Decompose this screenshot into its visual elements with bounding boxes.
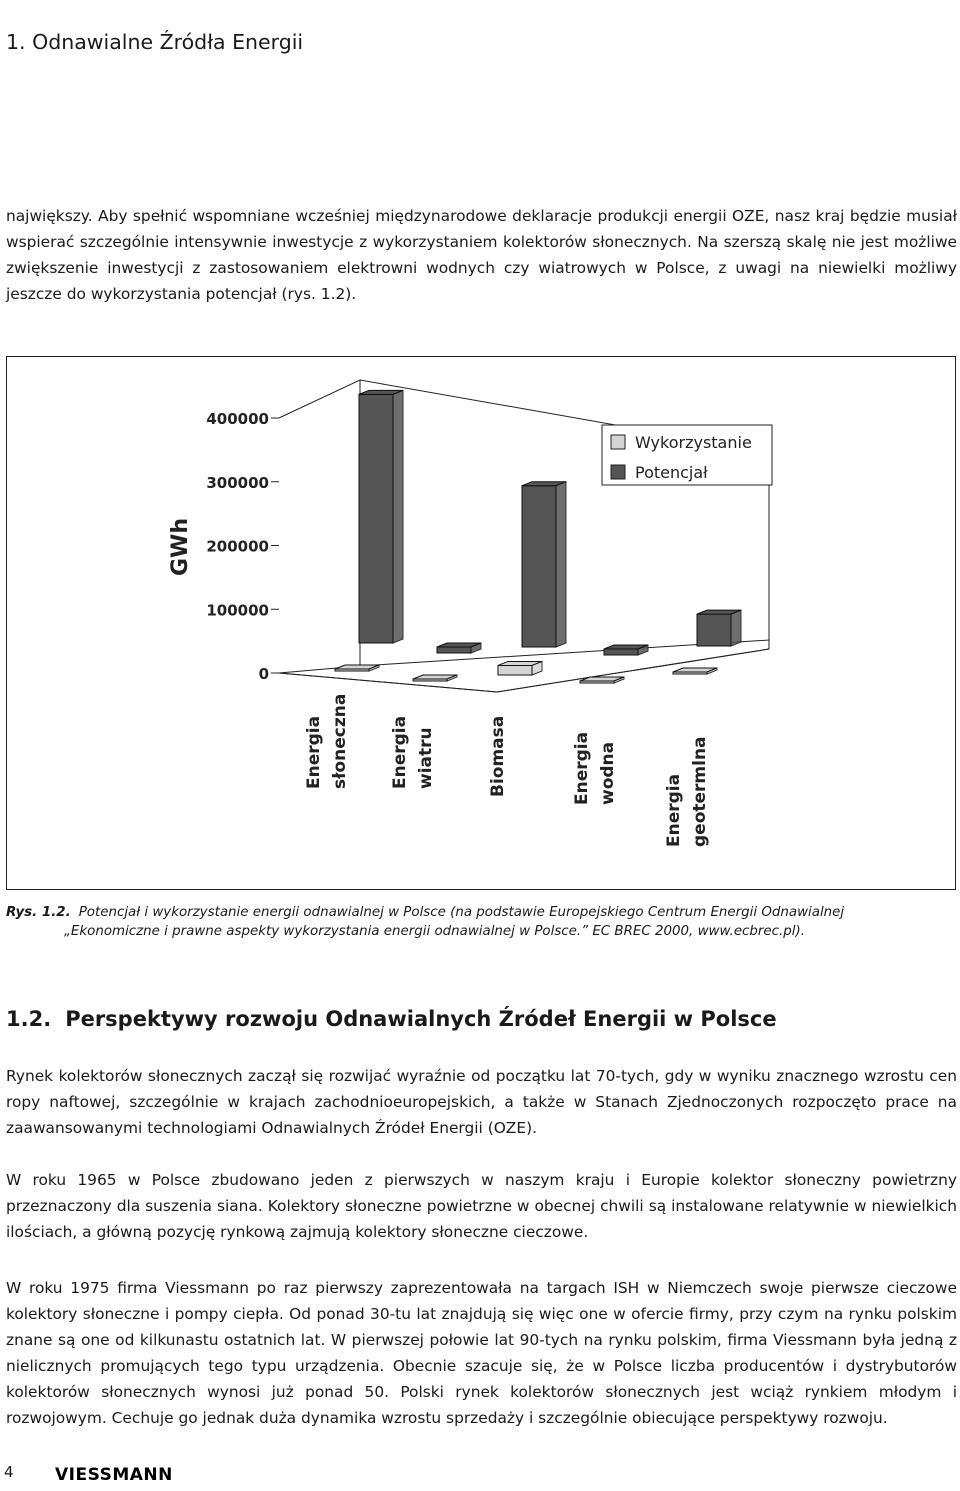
page-header-title: 1. Odnawialne Źródła Energii — [6, 30, 304, 54]
bar-potencjal-3 — [604, 649, 638, 655]
y-tick-label: 300000 — [206, 473, 269, 492]
logo-wordmark: VIESSMANN — [55, 1465, 173, 1485]
chart-back-wall-left — [279, 380, 360, 666]
bar-potencjal-0-side — [393, 390, 403, 643]
caption-line-2: „Ekonomiczne i prawne aspekty wykorzystania energii odnawialnej w Polsce.” EC BREC 2000, www.ecbrec.pl). — [64, 924, 805, 939]
y-tick-label: 200000 — [206, 537, 269, 556]
viessmann-logo — [55, 1461, 179, 1485]
x-category-label: wiatru — [416, 727, 436, 789]
body-paragraph-2: W roku 1965 w Polsce zbudowano jeden z pierwszych w naszym kraju i Europie kolektor słoneczny powietrzny przeznaczony dla suszenia siana. Kolektory słoneczne powietrzne w obecnej chwili są instalowane relatywnie w niewielkich ilościach, a główną pozycję rynkową zajmują kolektory słoneczne cieczowe. — [6, 1171, 957, 1241]
legend-swatch — [611, 465, 625, 479]
x-category-label: Energia — [390, 715, 410, 789]
body-paragraph-3: W roku 1975 firma Viessmann po raz pierwszy zaprezentowała na targach ISH w Niemczech swoje pierwsze cieczowe kolektory słoneczne i pompy ciepła. Od ponad 30-tu lat znajdują się więc one w ofercie firmy, przy czym na rynku polskim znane są one od kilkunastu ostatnich lat. W pierwszej połowie lat 90-tych na rynku polskim, firma Viessmann była jedną z nielicznych promujących tego typu urządzenia. Obecnie szacuje się, że w Polsce liczba producentów i dystrybutorów kolektorów słonecznych wynosi już ponad 50. Polski rynek kolektorów słonecznych jest wciąż rynkiem młodym i rozwojowym. Cechuje go jednak duża dynamika wzrostu sprzedaży i szczególnie obiecujące perspektywy rozwoju. — [6, 1279, 957, 1427]
caption-line-1: Potencjał i wykorzystanie energii odnawialnej w Polsce (na podstawie Europejskiego Centrum Energii Odnawialnej — [78, 905, 845, 920]
y-tick-label: 400000 — [206, 410, 269, 428]
legend-label: Potencjał — [635, 463, 708, 482]
page-number: 4 — [4, 1463, 14, 1481]
bar-potencjal-4-side — [731, 610, 741, 646]
bar-wykorzystanie-2 — [498, 665, 532, 675]
legend-swatch — [611, 435, 625, 449]
section-heading — [6, 1007, 777, 1031]
figure-caption — [6, 903, 951, 941]
bar-potencjal-1 — [437, 647, 471, 653]
y-axis-label: GWh — [168, 518, 193, 576]
bar-potencjal-2 — [522, 486, 556, 647]
x-category-label: Energia — [572, 731, 592, 805]
bar-potencjal-4 — [697, 614, 731, 646]
x-category-label: Energia — [664, 773, 684, 847]
intro-paragraph: największy. Aby spełnić wspomniane wcześniej międzynarodowe deklaracje produkcji energii OZE, nasz kraj będzie musiał wspierać szczególnie intensywnie inwestycje z wykorzystaniem kolektorów słonecznych. Na szerszą skalę nie jest możliwe zwiększenie inwestycji z zastosowaniem elektrowni wodnych czy wiatrowych w Polsce, z uwagi na niewielki możliwy jeszcze do wykorzystania potencjał (rys. 1.2). — [6, 207, 957, 303]
x-category-label: geotermlna — [690, 736, 710, 847]
figure-frame — [6, 356, 956, 890]
caption-label: Rys. 1.2. — [6, 905, 71, 920]
body-paragraph-1: Rynek kolektorów słonecznych zaczął się rozwijać wyraźnie od początku lat 70-tych, gdy w wyniku znacznego wzrostu cen ropy naftowej, szczególnie w krajach zachodnioeuropejskich, a także w Stanach Zjednoczonych rozpoczęto prace na zaawansowanymi technologiami Odnawialnych Źródeł Energii (OZE). — [6, 1067, 957, 1137]
x-category-label: Biomasa — [488, 715, 508, 797]
section-title-text: Perspektywy rozwoju Odnawialnych Źródeł Energii w Polsce — [65, 1007, 777, 1031]
bar-potencjal-0 — [359, 394, 393, 643]
x-category-label: wodna — [598, 741, 618, 805]
x-category-label: Energia — [304, 715, 324, 789]
bar-chart — [7, 357, 957, 891]
bar-potencjal-2-side — [556, 482, 566, 647]
y-tick-label: 100000 — [206, 601, 269, 620]
legend-label: Wykorzystanie — [635, 433, 752, 452]
y-tick-label: 0 — [258, 665, 269, 683]
section-number: 1.2. — [6, 1007, 52, 1031]
x-category-label: słoneczna — [330, 693, 350, 789]
